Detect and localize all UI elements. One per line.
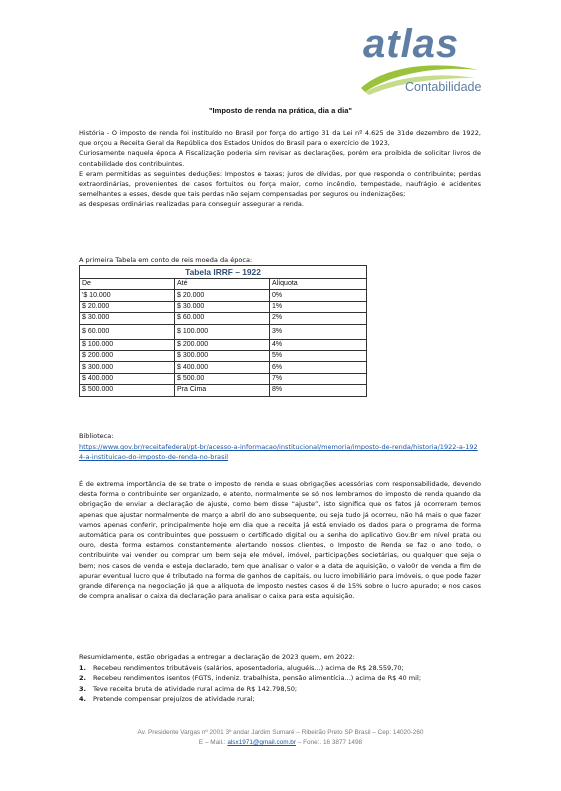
table-cell: $ 500.000	[80, 385, 175, 396]
table-header-row	[80, 279, 367, 290]
table-row	[80, 350, 367, 361]
table-cell: $ 20.000	[175, 290, 270, 301]
table-header: De	[80, 279, 175, 290]
table-row	[80, 373, 367, 384]
table-row	[80, 301, 367, 312]
history-section	[79, 128, 481, 210]
list-text: Recebeu rendimentos tributáveis (salários, aposentadoria, aluguéis...) acima de R$ 28.559,70;	[93, 664, 404, 672]
table-cell: $ 60.000	[80, 324, 175, 339]
table-cell: 1%	[270, 301, 367, 312]
table-cell: $ 300.000	[175, 350, 270, 361]
table-cell: Pra Cima	[175, 385, 270, 396]
irrf-table	[79, 265, 367, 397]
importance-paragraph: É de extrema importância de se trate o imposto de renda e suas obrigações acessórias com responsabilidade, devendo desta forma o contribuinte ser organizado, e atento, normalmente se só nos lembramos do imposto de renda quando da obrigação de enviar a declaração de ajuste, como bem disse “ajuste”, isto significa que os fatos já ocorreram temos apenas que ajustar normalmente de março a abril do ano subsequente, ou seja tudo já ocorreu, não há mais o que fazer vamos apenas conferir, principalmente hoje em dia que a receita já está enviado os dados para o programa de forma automática para os contribuintes que possuem o certificado digital ou a senha do aplicativo Gov.Br em nível prata ou ouro, desta forma estamos constantemente alertando nossos clientes, o Imposto de Renda se faz o ano todo, o contribuinte vai vender ou comprar um bem seja ele móvel, imóvel, participações societárias, ou qualquer que seja o bem; nos casos de venda e esteja declarado, tem que analisar o valor e a data de aquisição, o valo0r de venda a fim de apurar eventual lucro que é tributado na forma de ganhos de capitais, ou lucro imobiliário para imóveis, o que pode fazer grande diferença na negociação já que a alíquota de imposto nestes casos é de 15% sobre o lucro apurado; e nos casos de compra analisar o caixa da declaração para analisar o caixa para esta aquisição.	[79, 480, 481, 601]
footer-mail-label: E – Mail.:	[198, 739, 228, 746]
logo-wordmark: atlas	[363, 22, 460, 66]
table-cell: 0%	[270, 290, 367, 301]
history-paragraph: História - O imposto de renda foi instituído no Brasil por força do artigo 31 da Lei nº 4.625 de 31de dezembro de 1922, que orçou a Receita Geral da República dos Estados Unidos do Brasil para o exercício de 1923,	[79, 129, 481, 148]
table-row	[80, 385, 367, 396]
table-row	[80, 313, 367, 324]
footer-address: Av. Presidente Vargas nº 2001 3º andar Jardim Sumaré – Ribeirão Preto SP Brasil – Cep: 14020-260	[137, 729, 424, 736]
table-cell: $ 30.000	[80, 313, 175, 324]
logo-subtitle: Contabilidade	[405, 80, 482, 94]
list-number: 1.	[79, 664, 87, 672]
table-cell: 6%	[270, 362, 367, 373]
table-cell: $ 60.000	[175, 313, 270, 324]
list-number: 3.	[79, 684, 87, 693]
table-cell: 2%	[270, 313, 367, 324]
list-text: Teve receita bruta de atividade rural acima de R$ 142.798,50;	[93, 684, 298, 693]
curiosity-paragraph: Curiosamente naquela época A Fiscalização poderia sim revisar as declarações, porém era proibida de solicitar livros de contabilidade dos contribuintes.	[79, 149, 481, 168]
table-cell: $ 200.000	[80, 350, 175, 361]
table-title: Tabela IRRF – 1922	[80, 266, 367, 279]
list-item	[79, 663, 499, 673]
table-cell: 8%	[270, 385, 367, 396]
company-logo	[355, 22, 485, 102]
table-header: Até	[175, 279, 270, 290]
table-cell: $ 500.00	[175, 373, 270, 384]
table-cell: $ 300.000	[80, 362, 175, 373]
list-item	[79, 673, 499, 683]
table-caption: A primeira Tabela em conto de reis moeda da época:	[79, 256, 253, 264]
table-cell: 5%	[270, 350, 367, 361]
expenses-paragraph: as despesas ordinárias realizadas para conseguir assegurar a renda.	[79, 200, 305, 209]
table-cell: $ 100.000	[175, 324, 270, 339]
table-cell: $ 20.000	[80, 301, 175, 312]
list-text: Pretende compensar prejuízos de atividade rural;	[93, 695, 255, 704]
list-number: 4.	[79, 695, 87, 704]
document-title: "Imposto de renda na prática, dia a dia"	[208, 106, 353, 115]
obligations-list	[79, 663, 499, 705]
summary-paragraph: Resumidamente, estão obrigadas a entregar a declaração de 2023 quem, em 2022:	[79, 653, 355, 661]
table-cell: $ 400.000	[175, 362, 270, 373]
table-cell: 4%	[270, 339, 367, 350]
table-header: Alíquota	[270, 279, 367, 290]
table-row	[80, 290, 367, 301]
table-cell: $ 100.000	[80, 339, 175, 350]
list-number: 2.	[79, 674, 87, 683]
table-cell: $ 400.000	[80, 373, 175, 384]
list-item	[79, 694, 499, 704]
table-row	[80, 339, 367, 350]
table-cell: 3%	[270, 324, 367, 339]
footer-contact	[0, 739, 561, 746]
table-cell: $ 30.000	[175, 301, 270, 312]
footer-email-link[interactable]: alsx1971@gmail.com.br	[227, 739, 296, 746]
list-text: Recebeu rendimentos isentos (FGTS, indeniz. trabalhista, pensão alimentícia...) acima de R$ 40 mil;	[93, 674, 422, 683]
deductions-paragraph: E eram permitidas as seguintes deduções: Impostos e taxas; juros de dívidas, por que responda o contribuinte; perdas extraordinárias, provenientes de casos fortuitos ou força maior, como incêndio, tempestade, naufrágio e acidentes semelhantes a esses, desde que tais perdas não sejam compensadas por seguros ou indenizações;	[79, 169, 481, 199]
table-cell: '$ 10.000	[80, 290, 175, 301]
footer-phone: – Fone:. 16 3877 1498	[295, 739, 363, 746]
table-row	[80, 324, 367, 339]
table-cell: 7%	[270, 373, 367, 384]
bibliography-link[interactable]: https://www.gov.br/receitafederal/pt-br/acesso-a-informacao/institucional/memoria/imposto-de-renda/historia/1922-a-1924-a-instituicao-do-imposto-de-renda-no-brasil	[79, 443, 478, 462]
table-row	[80, 362, 367, 373]
table-cell: $ 200.000	[175, 339, 270, 350]
bibliography-label: Biblioteca:	[79, 432, 114, 440]
list-item	[79, 684, 499, 694]
